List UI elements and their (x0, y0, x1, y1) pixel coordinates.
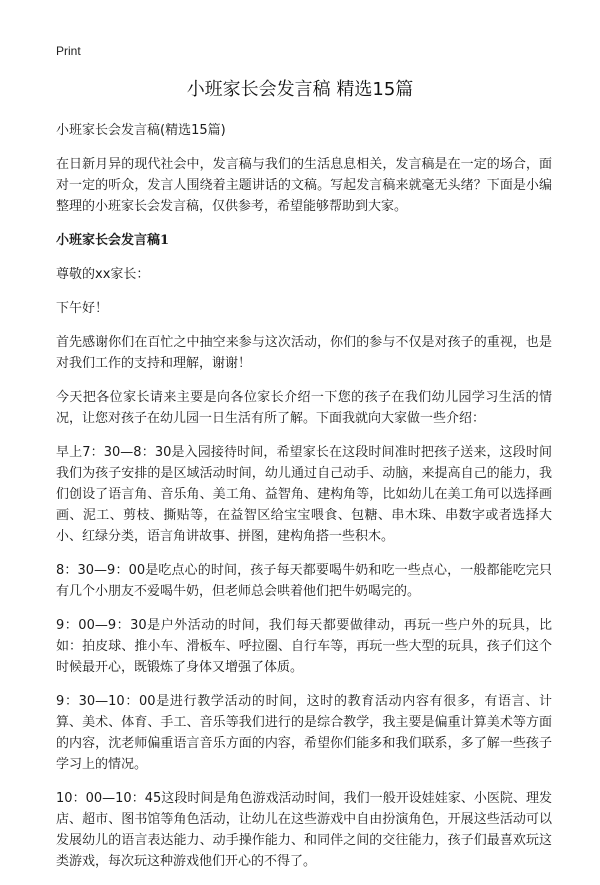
intro-paragraph: 在日新月异的现代社会中，发言稿与我们的生活息息相关，发言稿是在一定的场合，面对一定的听众，发言人围绕着主题讲话的文稿。写起发言稿来就毫无头绪？下面是小编整理的小班家长会发言稿，仅供参考，希望能够帮助到大家。 (56, 157, 552, 214)
body-paragraph: 9：00—9：30是户外活动的时间，我们每天都要做律动，再玩一些户外的玩具，比如：拍皮球、推小车、滑板车、呼拉圈、自行车等，再玩一些大型的玩具，孩子们这个时候最开心，既锻炼了身体又增强了体质。 (56, 618, 552, 675)
body-paragraph: 今天把各位家长请来主要是向各位家长介绍一下您的孩子在我们幼儿园学习生活的情况，让您对孩子在幼儿园一日生活有所了解。下面我就向大家做一些介绍： (56, 390, 552, 426)
document-subtitle: 小班家长会发言稿(精选15篇) (56, 123, 226, 138)
greeting: 下午好！ (56, 301, 109, 316)
body-paragraph: 9：30—10：00是进行教学活动的时间，这时的教育活动内容有很多，有语言、计算、美术、体育、手工、音乐等我们进行的是综合教学，我主要是偏重计算美术等方面的内容，沈老师偏重语言音乐方面的内容，希望你们能多和我们联系，多了解一些孩子学习上的情况。 (56, 694, 552, 772)
page-title: 小班家长会发言稿 精选15篇 (186, 79, 414, 100)
salutation: 尊敬的xx家长： (56, 267, 150, 282)
body-paragraph: 首先感谢你们在百忙之中抽空来参与这次活动，你们的参与不仅是对孩子的重视，也是对我们工作的支持和理解，谢谢！ (56, 335, 552, 371)
body-paragraph: 8：30—9：00是吃点心的时间，孩子每天都要喝牛奶和吃一些点心，一般都能吃完只有几个小朋友不爱喝牛奶，但老师总会哄着他们把牛奶喝完的。 (56, 563, 552, 599)
print-label: Print (56, 44, 81, 58)
body-paragraph: 早上7：30—8：30是入园接待时间，希望家长在这段时间准时把孩子送来，这段时间我们为孩子安排的是区域活动时间，幼儿通过自己动手、动脑，来提高自己的能力，我们创设了语言角、音乐角、美工角、益智角、建构角等，比如幼儿在美工角可以选择画画、泥工、剪枝、撕贴等，在益智区给宝宝喂食、包糖、串木珠、串数字或者选择大小、红绿分类，语言角讲故事、拼图，建构角搭一些积木。 (56, 445, 552, 544)
body-paragraph: 10：00—10：45这段时间是角色游戏活动时间，我们一般开设娃娃家、小医院、理发店、超市、图书馆等角色活动，让幼儿在这些游戏中自由扮演角色，开展这些活动可以发展幼儿的语言表达能力、动手操作能力、和同伴之间的交往能力，孩子们最喜欢玩这类游戏，每次玩这种游戏他们开心的不得了。 (56, 791, 552, 869)
section-heading: 小班家长会发言稿1 (56, 233, 170, 248)
document-body (56, 120, 552, 885)
